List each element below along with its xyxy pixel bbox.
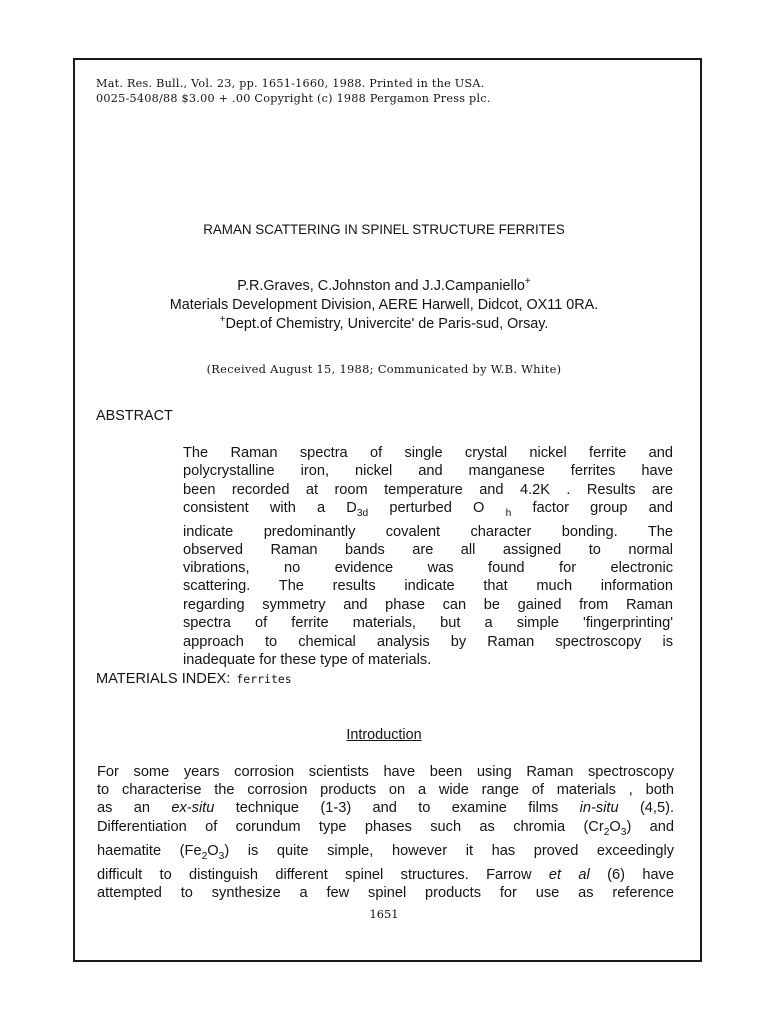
abstract-line: regarding symmetry and phase can be gained from Raman	[183, 597, 673, 613]
abstract-line: scattering. The results indicate that much information	[183, 578, 673, 594]
body-line: attempted to synthesize a few spinel products for use as reference	[97, 885, 674, 901]
journal-citation: Mat. Res. Bull., Vol. 23, pp. 1651-1660, 1988. Printed in the USA.	[96, 77, 485, 90]
abstract-line: polycrystalline iron, nickel and manganese ferrites have	[183, 463, 673, 479]
body-line: difficult to distinguish different spinel structures. Farrow et al (6) have	[97, 867, 674, 883]
abstract-heading: ABSTRACT	[96, 408, 173, 424]
abstract-line: approach to chemical analysis by Raman spectroscopy is	[183, 634, 673, 650]
abstract-line: consistent with a $D_{3d}$ perturbed O $_h$ factor group and	[183, 500, 673, 519]
abstract-line: observed Raman bands are all assigned to normal	[183, 542, 673, 558]
received-note: (Received August 15, 1988; Communicated by W.B. White)	[206, 362, 562, 376]
affiliation-1: Materials Development Division, AERE Harwell, Didcot, OX11 0RA.	[169, 297, 599, 313]
body-line: to characterise the corrosion products on a wide range of materials , both	[97, 782, 674, 798]
body-line: as an ex-situ technique (1-3) and to examine films in-situ (4,5).	[97, 800, 674, 816]
paper-title: RAMAN SCATTERING IN SPINEL STRUCTURE FERRITES	[203, 222, 565, 237]
body-line: haematite $(Fe_2O_3)$ is quite simple, however it has proved exceedingly	[97, 843, 674, 862]
author-names: P.R.Graves, C.Johnston and J.J.Campaniello+	[237, 276, 531, 294]
abstract-line: indicate predominantly covalent character bonding. The	[183, 524, 673, 540]
abstract-line: The Raman spectra of single crystal nickel ferrite and	[183, 445, 673, 461]
abstract-line: been recorded at room temperature and 4.2K . Results are	[183, 482, 673, 498]
abstract-line: spectra of ferrite materials, but a simple 'fingerprinting'	[183, 615, 673, 631]
introduction-heading: Introduction	[346, 727, 422, 743]
abstract-last-line: inadequate for these type of materials.	[183, 652, 432, 668]
copyright-line: 0025-5408/88 $3.00 + .00 Copyright (c) 1988 Pergamon Press plc.	[96, 92, 491, 105]
abstract-line: vibrations, no evidence was found for electronic	[183, 560, 673, 576]
affiliation-2: +Dept.of Chemistry, Univercite' de Paris-sud, Orsay.	[219, 314, 549, 332]
page-number: 1651	[369, 907, 399, 921]
materials-index: MATERIALS INDEX: ferrites	[96, 671, 292, 687]
body-line: For some years corrosion scientists have been using Raman spectroscopy	[97, 764, 674, 780]
body-line: Differentiation of corundum type phases such as chromia $(Cr_2O_3)$ and	[97, 819, 674, 838]
